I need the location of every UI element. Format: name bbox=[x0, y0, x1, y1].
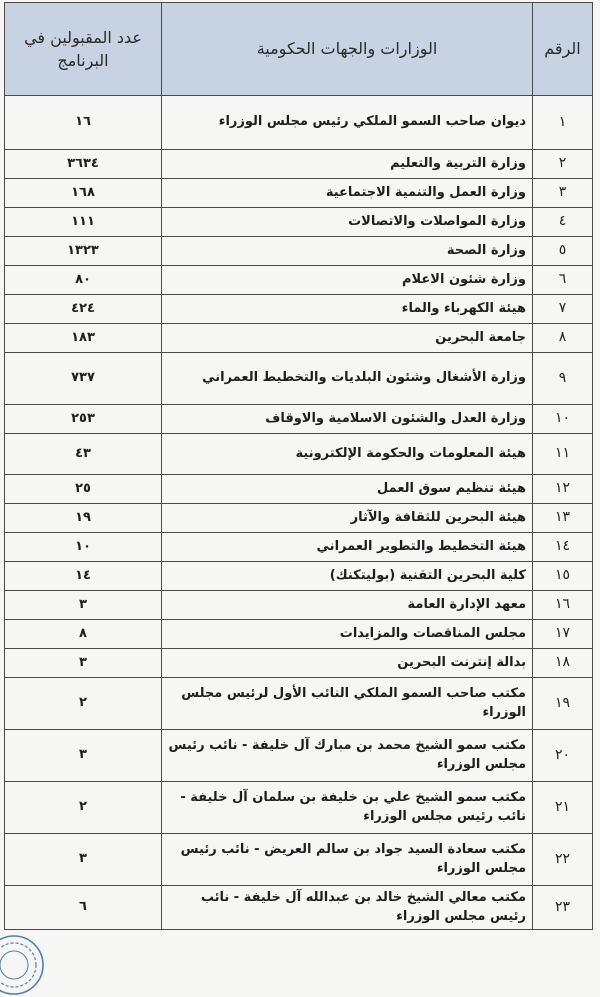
entity-name: مجلس المناقصات والمزايدات bbox=[162, 620, 533, 649]
table-row bbox=[5, 649, 593, 678]
entity-name: معهد الإدارة العامة bbox=[162, 591, 533, 620]
row-number: ١٨ bbox=[533, 649, 593, 678]
row-number: ٩ bbox=[533, 353, 593, 405]
row-number: ٧ bbox=[533, 295, 593, 324]
entity-name: وزارة شئون الاعلام bbox=[162, 266, 533, 295]
entity-name: هيئة تنظيم سوق العمل bbox=[162, 475, 533, 504]
row-number: ٣ bbox=[533, 179, 593, 208]
table-row bbox=[5, 678, 593, 730]
table-row bbox=[5, 353, 593, 405]
table-row bbox=[5, 504, 593, 533]
table-row bbox=[5, 266, 593, 295]
table-row bbox=[5, 562, 593, 591]
accepted-count: ٣ bbox=[5, 834, 162, 886]
accepted-count: ٣ bbox=[5, 591, 162, 620]
row-number: ١٥ bbox=[533, 562, 593, 591]
row-number: ٨ bbox=[533, 324, 593, 353]
entity-name: ديوان صاحب السمو الملكي رئيس مجلس الوزراء bbox=[162, 96, 533, 150]
government-entities-table bbox=[4, 2, 593, 930]
row-number: ٢١ bbox=[533, 782, 593, 834]
row-number: ٢ bbox=[533, 150, 593, 179]
header-accepted-count: عدد المقبولين في البرنامج bbox=[5, 3, 162, 96]
accepted-count: ١٨٣ bbox=[5, 324, 162, 353]
row-number: ١٦ bbox=[533, 591, 593, 620]
accepted-count: ١٦٨ bbox=[5, 179, 162, 208]
stamp-seal-icon bbox=[0, 933, 46, 997]
entity-name: مكتب صاحب السمو الملكي النائب الأول لرئيس مجلس الوزراء bbox=[162, 678, 533, 730]
row-number: ٥ bbox=[533, 237, 593, 266]
accepted-count: ٧٣٧ bbox=[5, 353, 162, 405]
accepted-count: ١١١ bbox=[5, 208, 162, 237]
accepted-count: ١٩ bbox=[5, 504, 162, 533]
accepted-count: ٨٠ bbox=[5, 266, 162, 295]
entity-name: بدالة إنترنت البحرين bbox=[162, 649, 533, 678]
entity-name: مكتب معالي الشيخ خالد بن عبدالله آل خليفة - نائب رئيس مجلس الوزراء bbox=[162, 886, 533, 930]
table-row bbox=[5, 620, 593, 649]
header-entity: الوزارات والجهات الحكومية bbox=[162, 3, 533, 96]
table-row bbox=[5, 434, 593, 475]
accepted-count: ٢ bbox=[5, 678, 162, 730]
table-row bbox=[5, 324, 593, 353]
table-row bbox=[5, 730, 593, 782]
row-number: ٢٠ bbox=[533, 730, 593, 782]
table-row bbox=[5, 295, 593, 324]
table-row bbox=[5, 179, 593, 208]
accepted-count: ٦ bbox=[5, 886, 162, 930]
row-number: ٤ bbox=[533, 208, 593, 237]
table-row bbox=[5, 886, 593, 930]
entity-name: هيئة الكهرباء والماء bbox=[162, 295, 533, 324]
accepted-count: ٢٥ bbox=[5, 475, 162, 504]
entity-name: هيئة المعلومات والحكومة الإلكترونية bbox=[162, 434, 533, 475]
table-row bbox=[5, 150, 593, 179]
table-row bbox=[5, 782, 593, 834]
row-number: ١٤ bbox=[533, 533, 593, 562]
entity-name: وزارة العدل والشئون الاسلامية والاوقاف bbox=[162, 405, 533, 434]
entity-name: وزارة المواصلات والاتصالات bbox=[162, 208, 533, 237]
row-number: ٦ bbox=[533, 266, 593, 295]
table-row bbox=[5, 475, 593, 504]
accepted-count: ٣٦٣٤ bbox=[5, 150, 162, 179]
entity-name: وزارة العمل والتنمية الاجتماعية bbox=[162, 179, 533, 208]
row-number: ١٧ bbox=[533, 620, 593, 649]
accepted-count: ١٦ bbox=[5, 96, 162, 150]
row-number: ٢٣ bbox=[533, 886, 593, 930]
accepted-count: ٤٢٤ bbox=[5, 295, 162, 324]
entity-name: كلية البحرين التقنية (بوليتكنك) bbox=[162, 562, 533, 591]
row-number: ٢٢ bbox=[533, 834, 593, 886]
entity-name: مكتب سمو الشيخ محمد بن مبارك آل خليفة - نائب رئيس مجلس الوزراء bbox=[162, 730, 533, 782]
table-row bbox=[5, 834, 593, 886]
table-row bbox=[5, 591, 593, 620]
accepted-count: ٤٣ bbox=[5, 434, 162, 475]
row-number: ١ bbox=[533, 96, 593, 150]
entity-name: مكتب سمو الشيخ علي بن خليفة بن سلمان آل خليفة - نائب رئيس مجلس الوزراء bbox=[162, 782, 533, 834]
row-number: ١٩ bbox=[533, 678, 593, 730]
entity-name: مكتب سعادة السيد جواد بن سالم العريض - نائب رئيس مجلس الوزراء bbox=[162, 834, 533, 886]
table-row bbox=[5, 208, 593, 237]
entity-name: جامعة البحرين bbox=[162, 324, 533, 353]
accepted-count: ١٣٢٣ bbox=[5, 237, 162, 266]
row-number: ١٢ bbox=[533, 475, 593, 504]
accepted-count: ١٠ bbox=[5, 533, 162, 562]
accepted-count: ٣ bbox=[5, 649, 162, 678]
accepted-count: ٢٥٣ bbox=[5, 405, 162, 434]
table-row bbox=[5, 237, 593, 266]
entity-name: وزارة الصحة bbox=[162, 237, 533, 266]
header-number: الرقم bbox=[533, 3, 593, 96]
row-number: ١٣ bbox=[533, 504, 593, 533]
accepted-count: ١٤ bbox=[5, 562, 162, 591]
accepted-count: ٣ bbox=[5, 730, 162, 782]
table-header-row bbox=[5, 3, 593, 96]
entity-name: وزارة الأشغال وشئون البلديات والتخطيط العمراني bbox=[162, 353, 533, 405]
table-row bbox=[5, 405, 593, 434]
accepted-count: ٢ bbox=[5, 782, 162, 834]
entity-name: هيئة البحرين للثقافة والآثار bbox=[162, 504, 533, 533]
entity-name: هيئة التخطيط والتطوير العمراني bbox=[162, 533, 533, 562]
row-number: ١١ bbox=[533, 434, 593, 475]
table-row bbox=[5, 96, 593, 150]
entity-name: وزارة التربية والتعليم bbox=[162, 150, 533, 179]
accepted-count: ٨ bbox=[5, 620, 162, 649]
table-row bbox=[5, 533, 593, 562]
row-number: ١٠ bbox=[533, 405, 593, 434]
